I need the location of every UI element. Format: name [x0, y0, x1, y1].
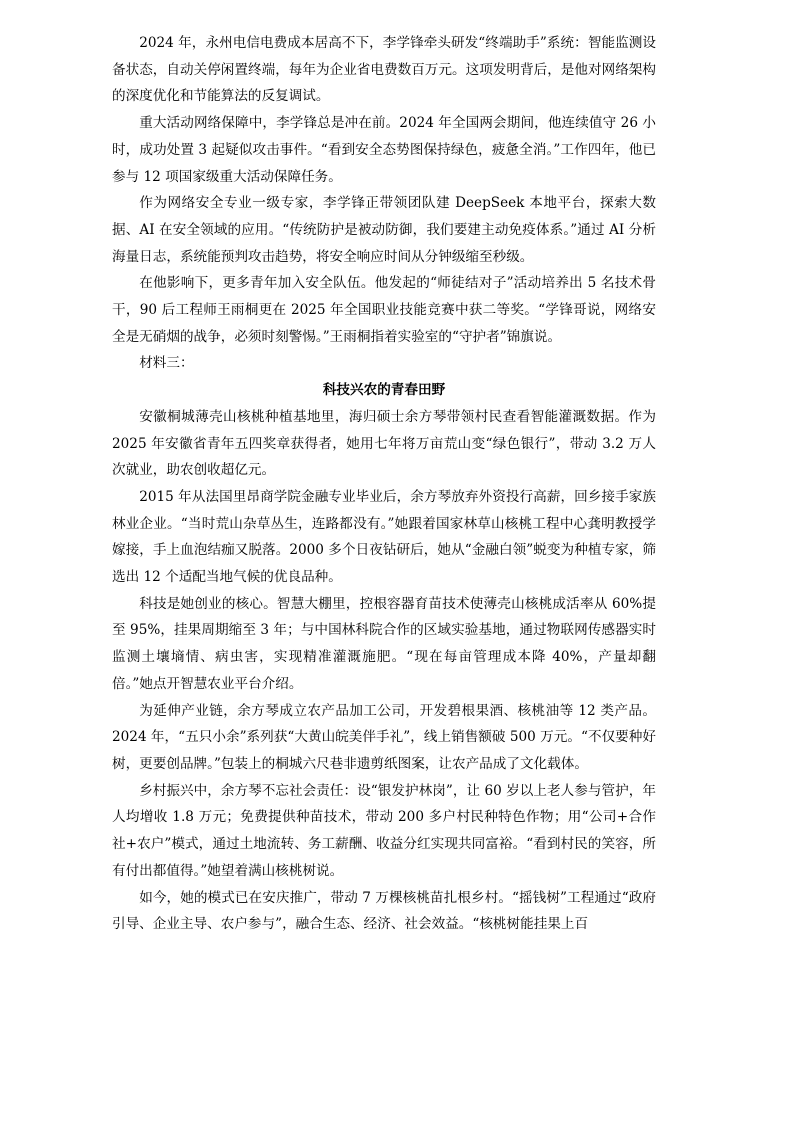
paragraph-technology-core: 科技是她创业的核心。智慧大棚里，控根容器育苗技术使薄壳山核桃成活率从 60%提至 95%，挂果周期缩至 3 年；与中国林科院合作的区域实验基地，通过物联网传感器实时监测土壤墒情、病虫害，实现精准灌溉施肥。“现在每亩管理成本降 40%，产量却翻倍。”她点开智慧农业平台介绍。: [112, 595, 656, 692]
paragraph-network-guarantee: 重大活动网络保障中，李学锋总是冲在前。2024 年全国两会期间，他连续值守 26 小时，成功处置 3 起疑似攻击事件。“看到安全态势图保持绿色，疲惫全消。”工作四年，他已参与 12 项国家级重大活动保障任务。: [112, 115, 656, 185]
paragraph-deepseek-platform: 作为网络安全专业一级专家，李学锋正带领团队建 DeepSeek 本地平台，探索大数据、AI 在安全领域的应用。“传统防护是被动防御，我们要建主动免疫体系。”通过 AI 分析海量日志，系统能预判攻击趋势，将安全响应时间从分钟级缩至秒级。: [112, 195, 656, 265]
paragraph-pecan-base: 安徽桐城薄壳山核桃种植基地里，海归硕士余方琴带领村民查看智能灌溉数据。作为 2025 年安徽省青年五四奖章获得者，她用七年将万亩荒山变“绿色银行”，带动 3.2 万人次就业，助农创收超亿元。: [112, 408, 656, 479]
paragraph-rural-revitalization: 乡村振兴中，余方琴不忘社会责任：设“银发护林岗”，让 60 岁以上老人参与管护，年人均增收 1.8 万元；免费提供种苗技术，带动 200 多户村民种特色作物；用“公司+合作社+农户”模式，通过土地流转、务工薪酬、收益分红实现共同富裕。“看到村民的笑容，所有付出都值得。”她望着满山核桃树说。: [112, 782, 656, 879]
paragraph-model-promotion: 如今，她的模式已在安庆推广，带动 7 万棵核桃苗扎根乡村。“摇钱树”工程通过“政府引导、企业主导、农户参与”，融合生态、经济、社会效益。“核桃树能挂果上百: [112, 889, 656, 933]
paragraph-industry-chain: 为延伸产业链，余方琴成立农产品加工公司，开发碧根果酒、核桃油等 12 类产品。2024 年，“五只小余”系列获“大黄山皖美伴手礼”，线上销售额破 500 万元。“不仅要种好树，更要创品牌。”包装上的桐城六尺巷非遗剪纸图案，让农产品成了文化载体。: [112, 702, 656, 772]
paragraph-return-home: 2015 年从法国里昂商学院金融专业毕业后，余方琴放弃外资投行高薪，回乡接手家族林业企业。“当时荒山杂草丛生，连路都没有。”她跟着国家林草山核桃工程中心龚明教授学嫁接，手上血泡结痂又脱落。2000 多个日夜钻研后，她从“金融白领”蜕变为种植专家，筛选出 12 个适配当地气候的优良品种。: [112, 488, 656, 586]
section-title: 科技兴农的青春田野: [322, 382, 446, 399]
material-label: 材料三：: [139, 355, 194, 372]
paragraph-mentorship: 在他影响下，更多青年加入安全队伍。他发起的“师徒结对子”活动培养出 5 名技术骨干，90 后工程师王雨桐更在 2025 年全国职业技能竞赛中获二等奖。“学锋哥说，网络安全是无硝烟的战争，必须时刻警惕。”王雨桐指着实验室的“守护者”锦旗说。: [112, 275, 656, 345]
paragraph-terminal-assistant: 2024 年，永州电信电费成本居高不下，李学锋牵头研发“终端助手”系统：智能监测设备状态，自动关停闲置终端，每年为企业省电费数百万元。这项发明背后，是他对网络架构的深度优化和节能算法的反复调试。: [112, 35, 656, 105]
